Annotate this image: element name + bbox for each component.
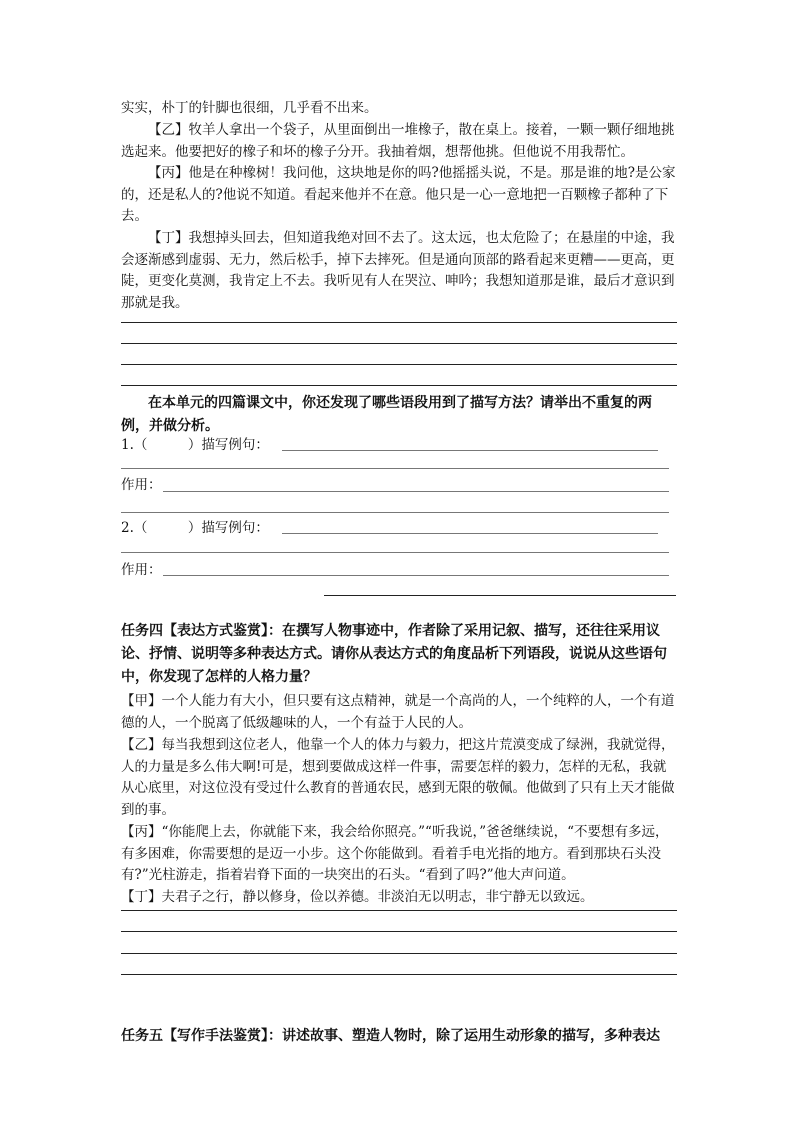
passage-yi: 【乙】牧羊人拿出一个袋子，从里面倒出一堆橡子，散在桌上。接着，一颗一颗仔细地挑选起来。他要把好的橡子和坏的橡子分开。我抽着烟，想帮他挑。但他说不用我帮忙。	[121, 122, 675, 160]
answer-line[interactable]	[121, 974, 677, 975]
item-2-effect-line[interactable]	[163, 575, 669, 576]
answer-line[interactable]	[121, 343, 677, 344]
task-4-yi: 【乙】每当我想到这位老人，他靠一个人的体力与毅力，把这片荒漠变成了绿洲，我就觉得，人的力量是多么伟大啊!可是，想到要做成这样一件事，需要怎样的毅力，怎样的无私，我就从心底里，对这位没有受过什么教育的普通农民，感到无限的敬佩。他做到了只有上天才能做到的事。	[121, 737, 675, 818]
passage-bing: 【丙】他是在种橡树！我问他，这块地是你的吗?他摇摇头说，不是。那是谁的地?是公家的，还是私人的?他说不知道。看起来他并不在意。他只是一心一意地把一百颗橡子都种了下去。	[121, 165, 676, 224]
task-4-heading: 任务四【表达方式鉴赏】：在撰写人物事迹中，作者除了采用记叙、描写，还往往采用议论、抒情、说明等多种表达方式。请你从表达方式的角度品析下列语段，说说从这些语句中，你发现了怎样的人格力量？	[121, 623, 667, 685]
answer-line[interactable]	[121, 953, 677, 954]
passage-ding: 【丁】我想掉头回去，但知道我绝对回不去了。这太远，也太危险了；在悬崖的中途，我会逐渐感到虚弱、无力，然后松手，掉下去摔死。但是通向顶部的路看起来更糟——更高，更陡，更变化莫测，我肯定上不去。我听见有人在哭泣、呻吟；我想知道那是谁，最后才意识到那就是我。	[121, 230, 675, 311]
answer-line[interactable]	[121, 910, 677, 911]
item-1-answer-line[interactable]	[282, 450, 658, 451]
question-prompt: 在本单元的四篇课文中，你还发现了哪些语段用到了描写方法？请举出不重复的两例，并做分析。	[121, 395, 652, 434]
answer-line[interactable]	[121, 468, 669, 469]
item-2-label: 2.（ ）描写例句：	[121, 520, 269, 536]
item-1-effect-label: 作用：	[121, 477, 162, 493]
item-1-effect-line[interactable]	[163, 491, 669, 492]
passage-line-0: 实实，朴丁的针脚也很细，几乎看不出来。	[121, 100, 378, 116]
task-4-jia: 【甲】一个人能力有大小，但只要有这点精神，就是一个高尚的人，一个纯粹的人，一个有道德的人，一个脱离了低级趣味的人，一个有益于人民的人。	[121, 693, 675, 731]
item-2-effect-label: 作用：	[121, 562, 162, 578]
answer-line[interactable]	[121, 931, 677, 932]
answer-line[interactable]	[121, 552, 669, 553]
task-4-ding: 【丁】夫君子之行，静以修身，俭以养德。非淡泊无以明志，非宁静无以致远。	[121, 889, 594, 905]
answer-line[interactable]	[121, 512, 669, 513]
item-2-answer-line[interactable]	[282, 533, 658, 534]
task-5-heading: 任务五【写作手法鉴赏】：讲述故事、塑造人物时，除了运用生动形象的描写，多种表达	[121, 1028, 660, 1044]
answer-line[interactable]	[121, 322, 677, 323]
answer-line[interactable]	[121, 364, 677, 365]
answer-line[interactable]	[121, 385, 677, 386]
item-1-label: 1.（ ）描写例句：	[121, 437, 269, 453]
answer-line[interactable]	[324, 595, 676, 596]
task-4-bing: 【丙】“你能爬上去，你就能下来，我会给你照亮。”“听我说，”爸爸继续说，“不要想有多远，有多困难，你需要想的是迈一小步。这个你能做到。看着手电光指的地方。看到那块石头没有?”光柱游走，指着岩脊下面的一块突出的石头。“看到了吗?”他大声问道。	[121, 824, 669, 883]
